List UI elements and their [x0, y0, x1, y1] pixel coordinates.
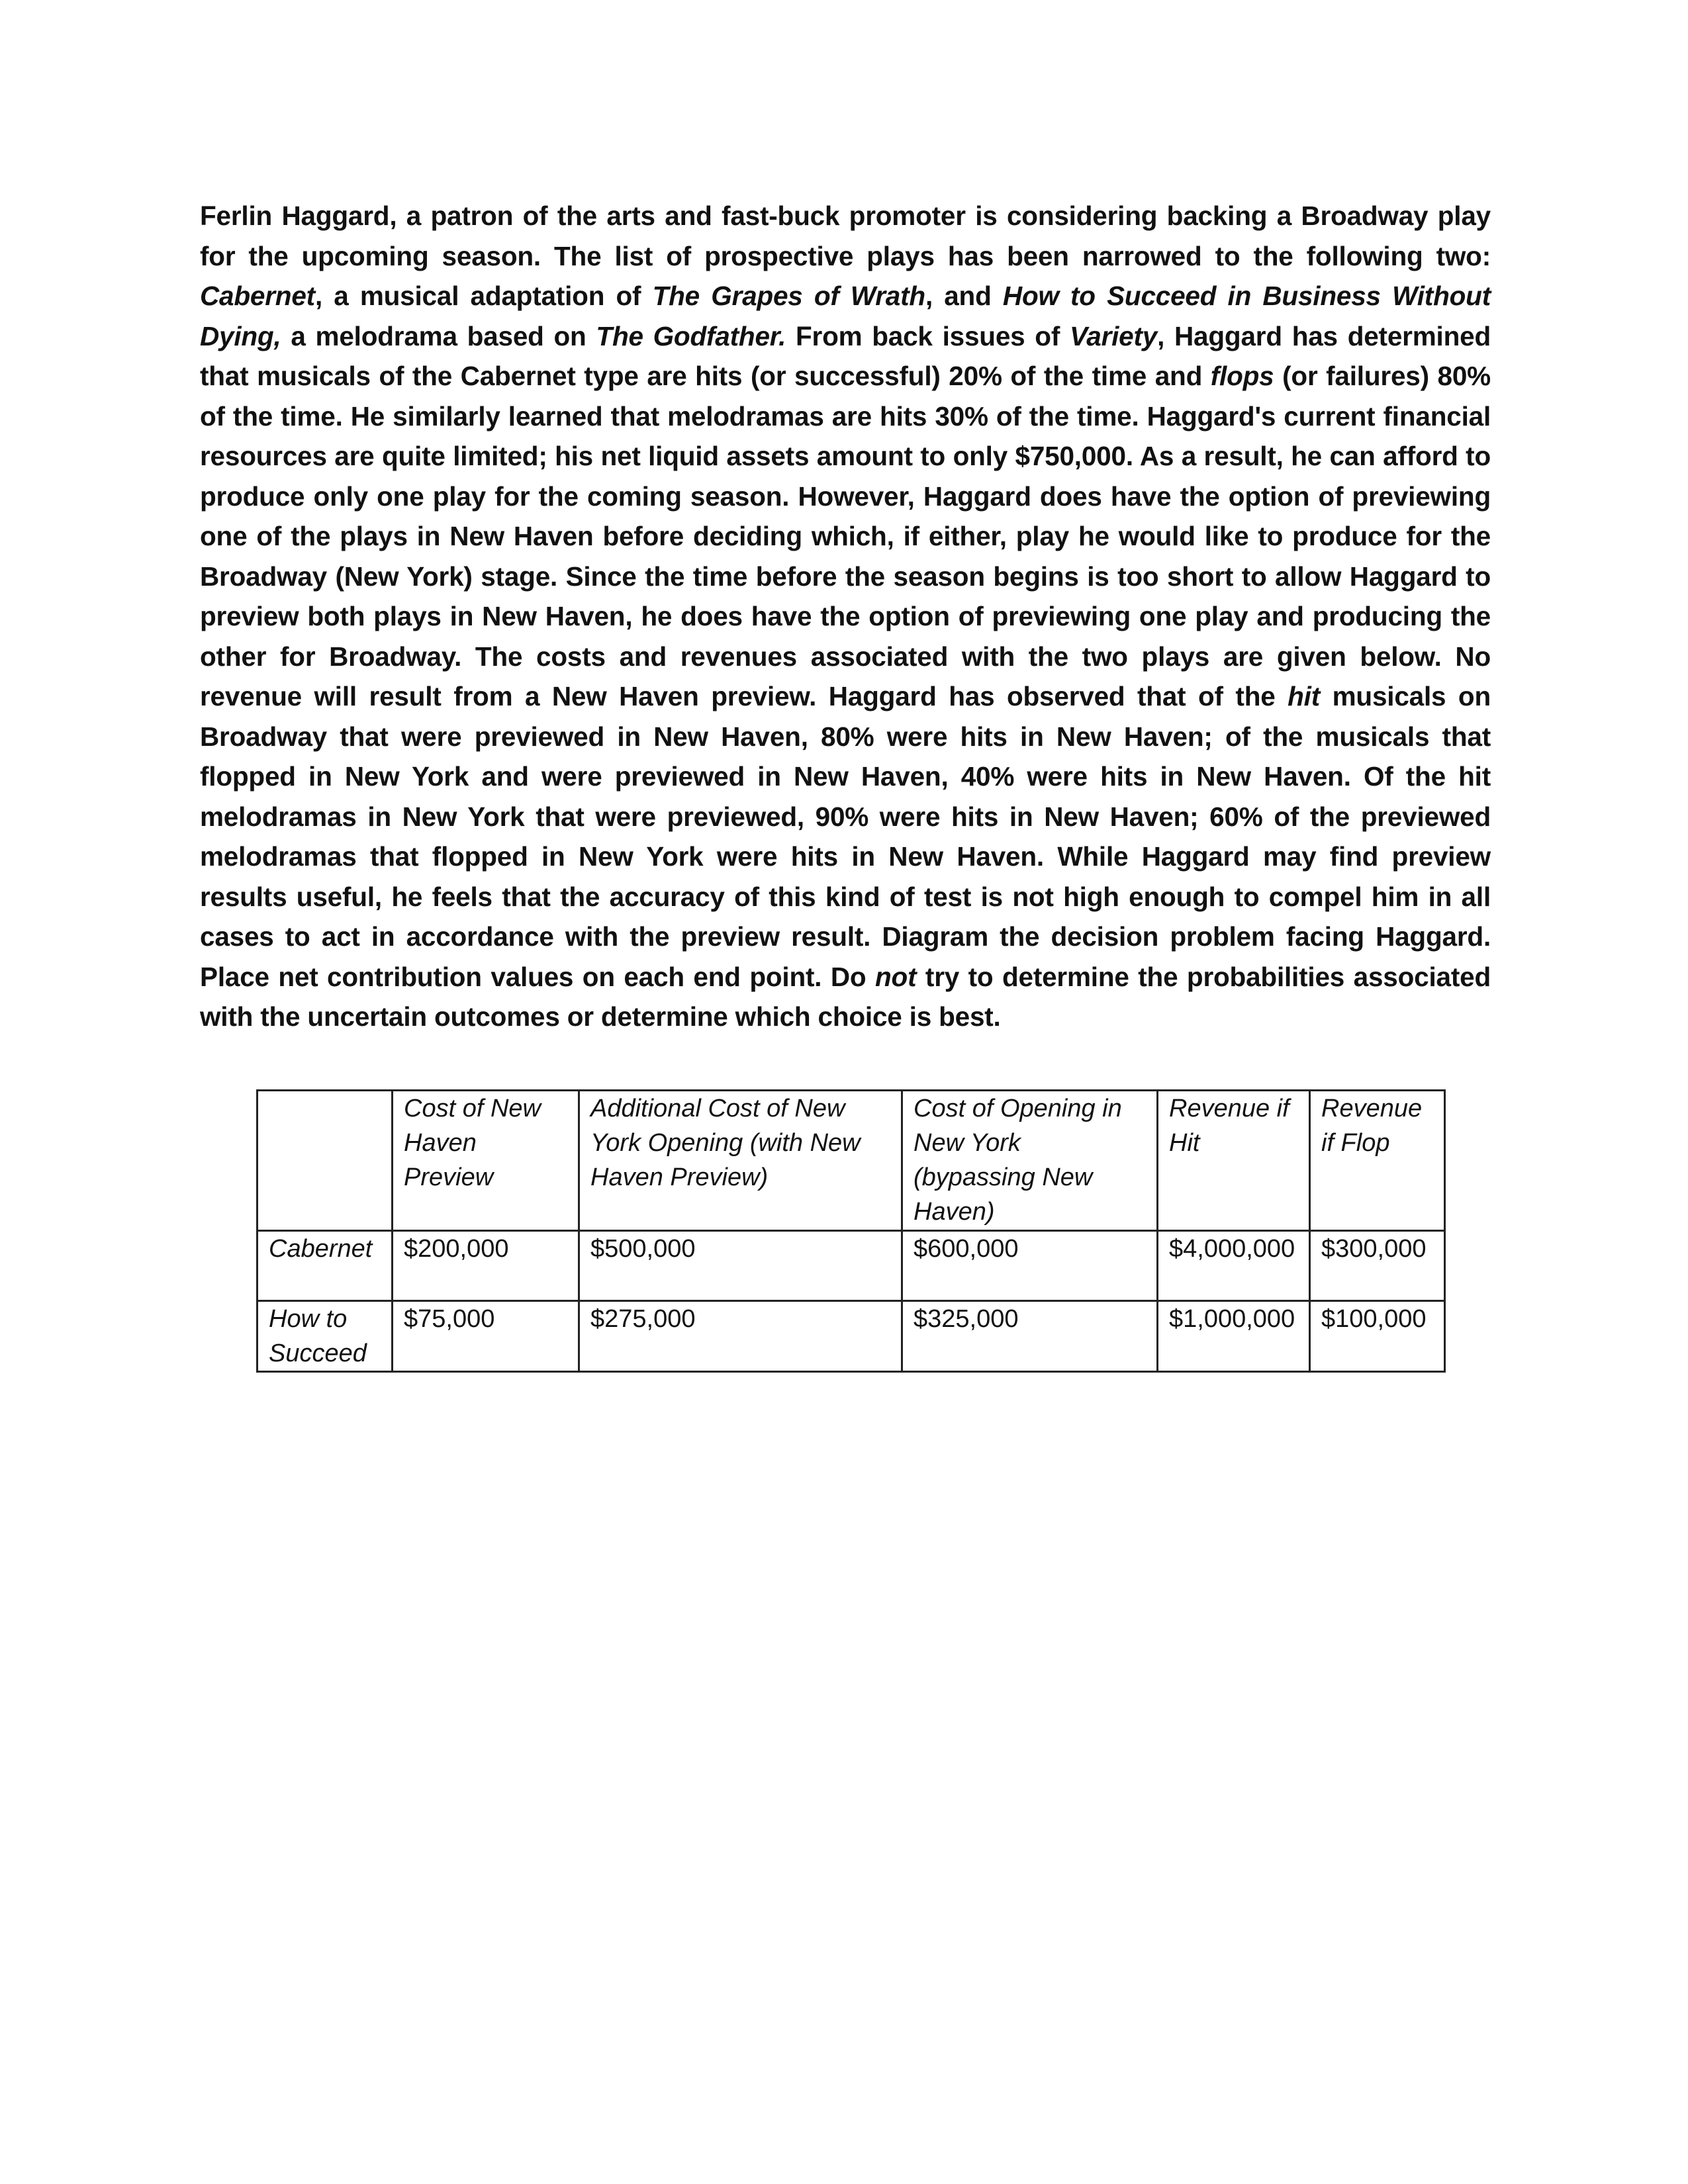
table-header-cell: Additional Cost of New York Opening (with New Haven Preview) [579, 1091, 902, 1231]
play-title-cabernet: Cabernet [200, 281, 315, 311]
problem-text-segment: musicals on Broadway that were previewed in New Haven, 80% were hits in New Haven; of the musicals that flopped in New York and were previewed in New Haven, 40% were hits in New Haven. Of the hit melodramas in New York that were previewed, 90% were hits in New Haven; 60% of the previewed melodramas that flopped in New York were hits in New Haven. While Haggard may find preview results useful, he feels that the accuracy of this kind of test is not high enough to compel him in all cases to act in accordance with the preview result. Diagram the decision problem facing Haggard. Place net contribution values on each end point. Do [200, 681, 1491, 992]
table-cell: $325,000 [902, 1301, 1158, 1372]
table-header-cell: Cost of New Haven Preview [393, 1091, 579, 1231]
table-row [258, 1231, 1445, 1301]
cost-revenue-table [256, 1089, 1446, 1373]
problem-text-segment: a melodrama based on [281, 320, 596, 351]
table-header-cell [258, 1091, 393, 1231]
table-cell: $600,000 [902, 1231, 1158, 1301]
table-header-cell: Revenue if Hit [1158, 1091, 1310, 1231]
table-header-cell: Cost of Opening in New York (bypassing New Haven) [902, 1091, 1158, 1231]
table-cell: $100,000 [1310, 1301, 1445, 1372]
problem-text-segment: , a musical adaptation of [314, 281, 653, 311]
table-cell: $200,000 [393, 1231, 579, 1301]
row-label-cabernet: Cabernet [258, 1231, 393, 1301]
play-title-how-to-succeed: How to Succeed in Business Without Dying, [200, 281, 1491, 351]
table-cell: $300,000 [1310, 1231, 1445, 1301]
film-title-godfather: The Godfather. [596, 320, 786, 351]
table-header-row [258, 1091, 1445, 1231]
problem-text-segment: , and [925, 281, 1003, 311]
problem-text-segment: Ferlin Haggard, a patron of the arts and fast-buck promoter is considering backing a Broadway play for the upcoming season. The list of prospective plays has been narrowed to the following two: [200, 201, 1491, 271]
book-title-grapes-of-wrath: The Grapes of Wrath [652, 281, 925, 311]
emphasis-not: not [875, 961, 917, 992]
problem-text-segment: , Haggard has determined that musicals of the Cabernet type are hits (or successful) 20% of the time and [200, 320, 1491, 391]
emphasis-hit: hit [1288, 681, 1321, 711]
table-cell: $75,000 [393, 1301, 579, 1372]
problem-text-segment: From back issues of [786, 320, 1070, 351]
table-header-cell: Revenue if Flop [1310, 1091, 1445, 1231]
table-cell: $1,000,000 [1158, 1301, 1310, 1372]
table-cell: $275,000 [579, 1301, 902, 1372]
table-cell: $500,000 [579, 1231, 902, 1301]
problem-statement [200, 196, 1491, 1037]
table-row [258, 1301, 1445, 1372]
problem-text-segment: (or failures) 80% of the time. He similarly learned that melodramas are hits 30% of the time. Haggard's current financial resources are quite limited; his net liquid assets amount to only $750,000. As a result, he can afford to produce only one play for the coming season. However, Haggard does have the option of previewing one of the plays in New Haven before deciding which, if either, play he would like to produce for the Broadway (New York) stage. Since the time before the season begins is too short to allow Haggard to preview both plays in New Haven, he does have the option of previewing one play and producing the other for Broadway. The costs and revenues associated with the two plays are given below. No revenue will result from a New Haven preview. Haggard has observed that of the [200, 361, 1491, 711]
publication-title-variety: Variety [1069, 320, 1158, 351]
row-label-how-to-succeed: How to Succeed [258, 1301, 393, 1372]
table-cell: $4,000,000 [1158, 1231, 1310, 1301]
emphasis-flops: flops [1210, 361, 1274, 391]
problem-text-segment: try to determine the probabilities associated with the uncertain outcomes or determine which choice is best. [200, 961, 1491, 1032]
